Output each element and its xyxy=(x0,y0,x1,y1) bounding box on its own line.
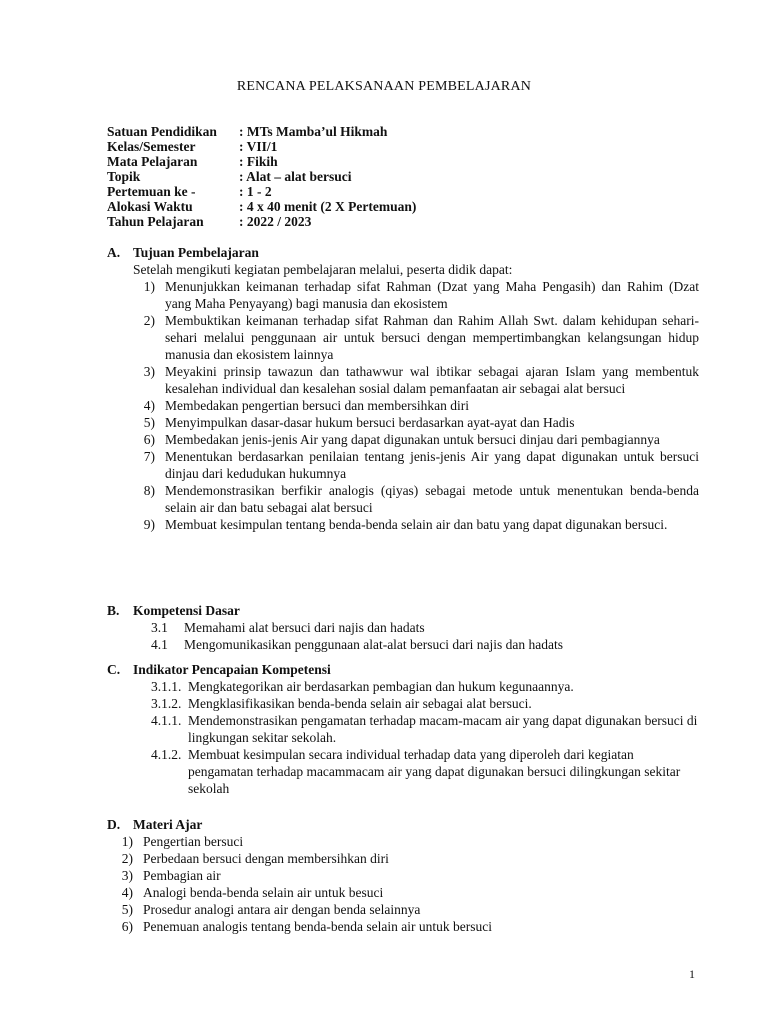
list-item xyxy=(131,516,699,533)
list-item xyxy=(151,695,699,712)
document-title: RENCANA PELAKSANAAN PEMBELAJARAN xyxy=(236,79,532,94)
indicator-code: 3.1.1. xyxy=(151,679,182,694)
list-text: Menyimpulkan dasar-dasar hukum bersuci berdasarkan ayat-ayat dan Hadis xyxy=(165,415,575,430)
list-item xyxy=(131,278,699,312)
list-text: Mendemonstrasikan berfikir analogis (qiyas) sebagai metode untuk menentukan benda-benda selain air dan batu sebagai alat bersuci xyxy=(165,483,699,515)
list-number: 4) xyxy=(143,398,155,413)
info-value: : Fikih xyxy=(239,154,278,169)
list-number: 7) xyxy=(143,449,155,464)
info-value: : VII/1 xyxy=(239,139,278,154)
indicator-list xyxy=(107,678,699,797)
list-number: 9) xyxy=(143,517,155,532)
list-item xyxy=(131,448,699,482)
identity-table xyxy=(107,124,416,229)
indicator-text: Mendemonstrasikan pengamatan terhadap macam-macam air yang dapat digunakan bersuci di lingkungan sekitar sekolah. xyxy=(188,713,698,745)
list-text: Membuktikan keimanan terhadap sifat Rahman dan Rahim Allah Swt. dalam kehidupan sehari-sehari melalui penggunaan air untuk bersuci dengan mempertimbangkan kelangsungan hidup manusia dan ekosistem lainnya xyxy=(165,313,699,362)
section-kompetensi-dasar xyxy=(107,602,699,653)
info-value: : 1 - 2 xyxy=(239,184,272,199)
kd-list xyxy=(107,619,699,653)
list-text: Prosedur analogi antara air dengan benda selainnya xyxy=(143,902,421,917)
page-number: 1 xyxy=(689,967,695,981)
list-item xyxy=(131,312,699,363)
list-item xyxy=(107,850,699,867)
list-item xyxy=(131,414,699,431)
list-item xyxy=(107,833,699,850)
list-text: Meyakini prinsip tawazun dan tathawwur wal ibtikar sebagai ajaran Islam yang membentuk kesalehan individual dan kesalehan sosial dalam pemanfaatan air sebagai alat bersuci xyxy=(165,364,699,396)
info-row xyxy=(107,139,416,154)
list-text: Perbedaan bersuci dengan membersihkan diri xyxy=(143,851,389,866)
section-heading xyxy=(107,602,699,619)
list-number: 5) xyxy=(121,902,133,917)
list-number: 2) xyxy=(143,313,155,328)
info-row xyxy=(107,214,416,229)
kd-code: 3.1 xyxy=(151,620,168,635)
list-number: 3) xyxy=(121,868,133,883)
list-number: 3) xyxy=(143,364,155,379)
indicator-text: Mengklasifikasikan benda-benda selain air sebagai alat bersuci. xyxy=(188,696,532,711)
list-item xyxy=(151,746,699,797)
section-title: Indikator Pencapaian Kompetensi xyxy=(133,662,331,677)
indicator-code: 4.1.2. xyxy=(151,747,182,762)
list-number: 1) xyxy=(143,279,155,294)
list-item xyxy=(107,901,699,918)
list-text: Membuat kesimpulan tentang benda-benda selain air dan batu yang dapat digunakan bersuci. xyxy=(165,517,668,532)
info-row xyxy=(107,199,416,214)
info-label: Kelas/Semester xyxy=(107,139,196,154)
list-text: Penemuan analogis tentang benda-benda selain air untuk bersuci xyxy=(143,919,493,934)
section-letter: B. xyxy=(107,603,120,618)
info-value: : 4 x 40 menit (2 X Pertemuan) xyxy=(239,199,417,214)
info-row xyxy=(107,184,416,199)
list-text: Menentukan berdasarkan penilaian tentang jenis-jenis Air yang dapat digunakan untuk bersuci dinjau dari kedudukan hukumnya xyxy=(165,449,699,481)
kd-text: Memahami alat bersuci dari najis dan hadats xyxy=(184,620,425,635)
section-tujuan-pembelajaran xyxy=(107,244,699,533)
list-number: 1) xyxy=(121,834,133,849)
list-item xyxy=(107,884,699,901)
list-number: 8) xyxy=(143,483,155,498)
info-value: : Alat – alat bersuci xyxy=(239,169,352,184)
list-number: 2) xyxy=(121,851,133,866)
info-row xyxy=(107,124,416,139)
list-text: Pengertian bersuci xyxy=(143,834,244,849)
kd-code: 4.1 xyxy=(151,637,168,652)
section-title: Tujuan Pembelajaran xyxy=(133,245,259,260)
info-label: Alokasi Waktu xyxy=(107,199,193,214)
list-text: Membedakan pengertian bersuci dan membersihkan diri xyxy=(165,398,470,413)
section-materi-ajar xyxy=(107,816,699,935)
list-text: Menunjukkan keimanan terhadap sifat Rahman (Dzat yang Maha Pengasih) dan Rahim (Dzat yang Maha Penyayang) bagi manusia dan ekosistem xyxy=(165,279,699,311)
info-label: Tahun Pelajaran xyxy=(107,214,204,229)
section-title: Materi Ajar xyxy=(133,817,203,832)
info-label: Pertemuan ke - xyxy=(107,184,196,199)
list-item xyxy=(107,918,699,935)
list-item xyxy=(107,867,699,884)
section-letter: A. xyxy=(107,245,121,260)
section-heading xyxy=(107,244,699,261)
info-value: : MTs Mamba’ul Hikmah xyxy=(239,124,388,139)
list-item xyxy=(131,431,699,448)
list-item xyxy=(151,636,699,653)
indicator-code: 4.1.1. xyxy=(151,713,182,728)
section-intro: Setelah mengikuti kegiatan pembelajaran melalui, peserta didik dapat: xyxy=(133,262,513,277)
info-row xyxy=(107,169,416,184)
info-label: Satuan Pendidikan xyxy=(107,124,217,139)
indicator-code: 3.1.2. xyxy=(151,696,182,711)
kd-text: Mengomunikasikan penggunaan alat-alat bersuci dari najis dan hadats xyxy=(184,637,564,652)
info-value: : 2022 / 2023 xyxy=(239,214,312,229)
objective-list xyxy=(107,278,699,533)
list-text: Membedakan jenis-jenis Air yang dapat digunakan untuk bersuci dinjau dari pembagiannya xyxy=(165,432,660,447)
list-number: 5) xyxy=(143,415,155,430)
list-number: 4) xyxy=(121,885,133,900)
list-text: Pembagian air xyxy=(143,868,221,883)
list-item xyxy=(131,363,699,397)
list-item xyxy=(151,712,699,746)
list-item xyxy=(131,397,699,414)
section-letter: D. xyxy=(107,817,121,832)
indicator-text: Mengkategorikan air berdasarkan pembagian dan hukum kegunaannya. xyxy=(188,679,574,694)
section-letter: C. xyxy=(107,662,121,677)
info-label: Topik xyxy=(107,169,141,184)
materi-list xyxy=(107,833,699,935)
list-item xyxy=(151,619,699,636)
list-item xyxy=(151,678,699,695)
indicator-text: Membuat kesimpulan secara individual terhadap data yang diperoleh dari kegiatan pengamatan terhadap macammacam air yang dapat digunakan bersuci dilingkungan sekitar sekolah xyxy=(188,747,681,796)
section-heading xyxy=(107,816,699,833)
info-row xyxy=(107,154,416,169)
section-title: Kompetensi Dasar xyxy=(133,603,240,618)
info-label: Mata Pelajaran xyxy=(107,154,198,169)
section-indikator xyxy=(107,661,699,797)
list-text: Analogi benda-benda selain air untuk besuci xyxy=(143,885,384,900)
section-heading xyxy=(107,661,699,678)
list-number: 6) xyxy=(121,919,133,934)
list-number: 6) xyxy=(143,432,155,447)
list-item xyxy=(131,482,699,516)
